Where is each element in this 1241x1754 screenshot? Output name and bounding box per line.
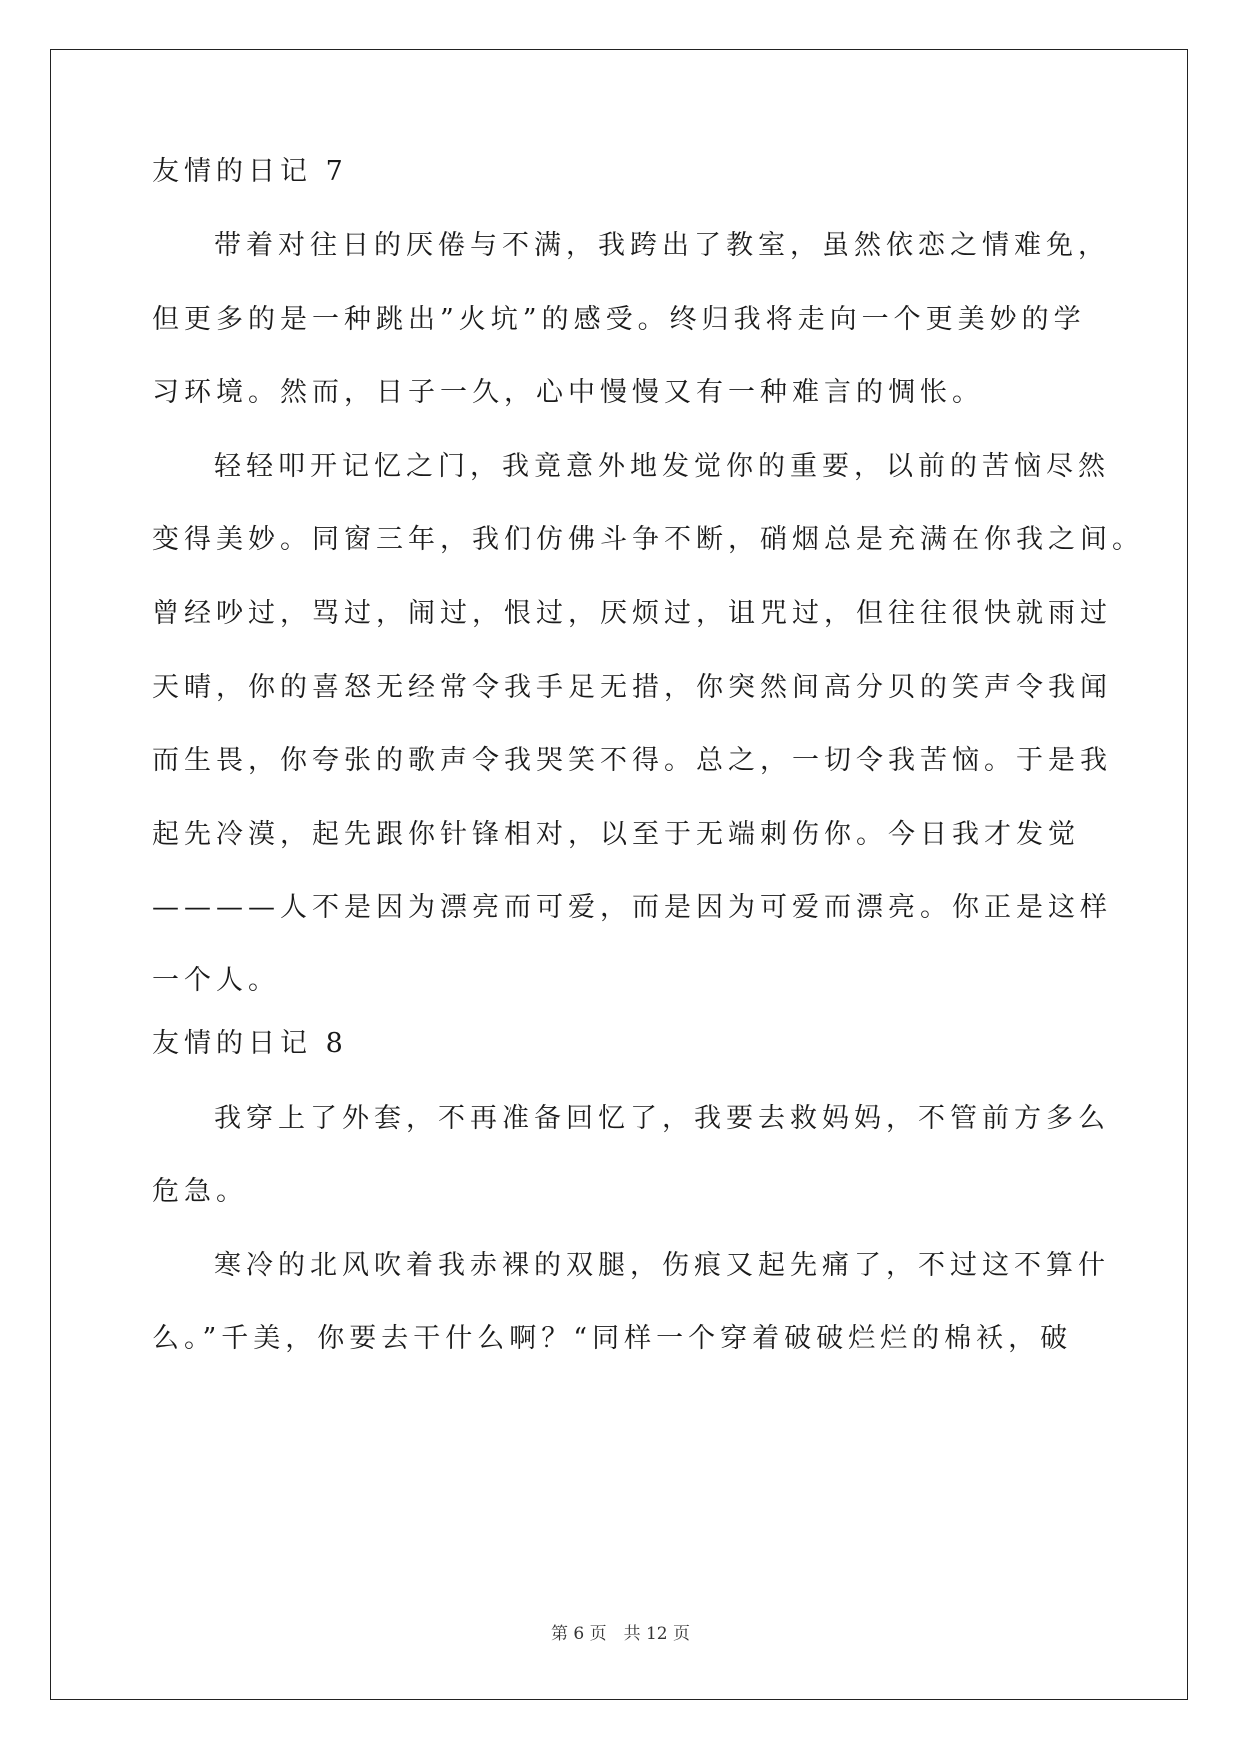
paragraph-line: 轻轻叩开记忆之门，我竟意外地发觉你的重要，以前的苦恼尽然	[214, 451, 1110, 482]
paragraph-line: 一个人。	[152, 965, 280, 996]
paragraph-line: 寒冷的北风吹着我赤裸的双腿，伤痕又起先痛了，不过这不算什	[214, 1250, 1110, 1281]
paragraph-line: 而生畏，你夸张的歌声令我哭笑不得。总之，一切令我苦恼。于是我	[152, 745, 1112, 776]
paragraph-line: 我穿上了外套，不再准备回忆了，我要去救妈妈，不管前方多么	[214, 1103, 1110, 1134]
paragraph-line: 起先冷漠，起先跟你针锋相对，以至于无端刺伤你。今日我才发觉	[152, 819, 1080, 850]
paragraph-line: 危急。	[152, 1176, 248, 1207]
paragraph-line: 带着对往日的厌倦与不满，我跨出了教室，虽然依恋之情难免，	[214, 230, 1110, 261]
paragraph-line: 但更多的是一种跳出”火坑”的感受。终归我将走向一个更美妙的学	[152, 304, 1086, 335]
section-title: 友情的日记 8	[152, 1028, 348, 1059]
paragraph-line: ————人不是因为漂亮而可爱，而是因为可爱而漂亮。你正是这样	[152, 892, 1112, 923]
section-title: 友情的日记 7	[152, 156, 348, 187]
paragraph-line: 么。”千美，你要去干什么啊？“同样一个穿着破破烂烂的棉袄，破	[152, 1323, 1073, 1354]
paragraph-line: 变得美妙。同窗三年，我们仿佛斗争不断，硝烟总是充满在你我之间。	[152, 524, 1144, 555]
page-border	[50, 49, 1188, 1700]
page-number-footer: 第 6 页 共 12 页	[550, 1624, 691, 1644]
paragraph-line: 天晴，你的喜怒无经常令我手足无措，你突然间高分贝的笑声令我闻	[152, 672, 1112, 703]
paragraph-line: 习环境。然而，日子一久，心中慢慢又有一种难言的惆怅。	[152, 377, 984, 408]
paragraph-line: 曾经吵过，骂过，闹过，恨过，厌烦过，诅咒过，但往往很快就雨过	[152, 598, 1112, 629]
